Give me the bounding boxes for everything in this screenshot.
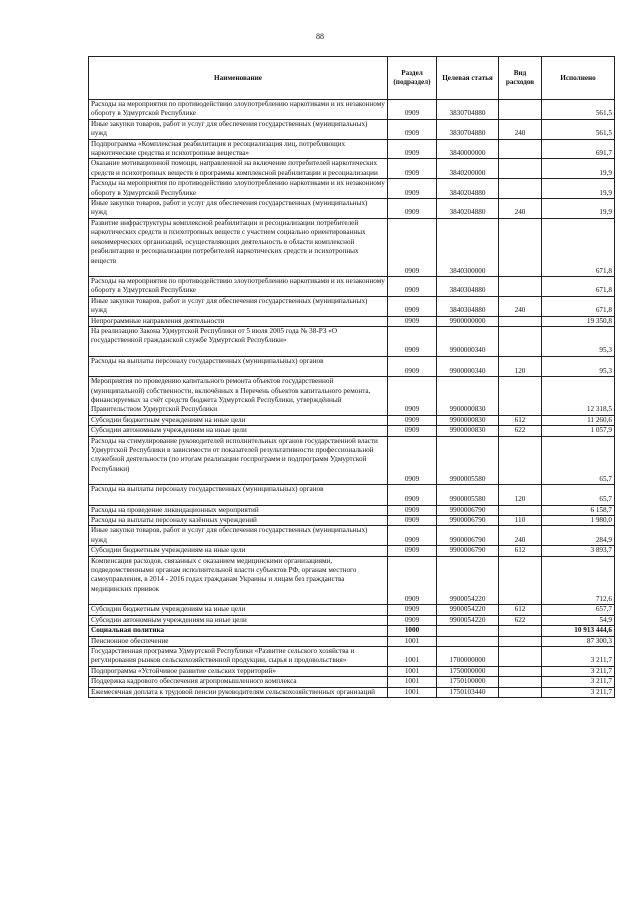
cell-name: Субсидии бюджетным учреждениям на иные цели	[89, 605, 388, 615]
table-row	[89, 436, 615, 485]
cell-name: Иные закупки товаров, работ и услуг для обеспечения государственных (муниципальных) нужд	[89, 296, 388, 316]
cell-type: 120	[499, 485, 542, 505]
cell-target: 1750100000	[437, 677, 499, 687]
cell-type	[499, 316, 542, 326]
cell-section: 0909	[388, 276, 437, 296]
cell-type: 110	[499, 516, 542, 526]
cell-target: 9900006790	[437, 516, 499, 526]
cell-target: 1700000000	[437, 646, 499, 666]
cell-name: Иные закупки товаров, работ и услуг для обеспечения государственных (муниципальных) нужд	[89, 526, 388, 546]
cell-section: 0909	[388, 546, 437, 556]
cell-name: Расходы на выплаты персоналу государственных (муниципальных) органов	[89, 356, 388, 376]
cell-executed: 1 980,0	[542, 516, 615, 526]
cell-section: 0909	[388, 139, 437, 159]
table-row	[89, 546, 615, 556]
cell-section: 0909	[388, 316, 437, 326]
table-row	[89, 426, 615, 436]
cell-type	[499, 139, 542, 159]
cell-target: 9900000000	[437, 316, 499, 326]
cell-executed: 3 211,7	[542, 687, 615, 697]
table-row	[89, 199, 615, 219]
table-row	[89, 485, 615, 505]
cell-target: 9900005580	[437, 485, 499, 505]
cell-section: 0909	[388, 179, 437, 199]
cell-target: 9900006790	[437, 505, 499, 515]
cell-section: 1001	[388, 666, 437, 676]
cell-type	[499, 326, 542, 356]
table-row	[89, 276, 615, 296]
cell-executed: 671,8	[542, 296, 615, 316]
table-row	[89, 415, 615, 425]
table-row	[89, 139, 615, 159]
cell-name: Расходы на мероприятия по противодействию злоупотреблению наркотиками и их незаконному обороту в Удмуртской Республике	[89, 276, 388, 296]
cell-executed: 1 057,9	[542, 426, 615, 436]
cell-executed: 561,5	[542, 119, 615, 139]
cell-type	[499, 505, 542, 515]
cell-target	[437, 626, 499, 636]
cell-target: 9900054220	[437, 615, 499, 625]
cell-target: 3840304880	[437, 276, 499, 296]
cell-target: 9900000830	[437, 415, 499, 425]
cell-executed: 671,8	[542, 276, 615, 296]
table-row	[89, 626, 615, 636]
cell-executed: 19 350,8	[542, 316, 615, 326]
cell-name: Иные закупки товаров, работ и услуг для обеспечения государственных (муниципальных) нужд	[89, 119, 388, 139]
cell-name: Субсидии автономным учреждениям на иные цели	[89, 615, 388, 625]
cell-executed: 284,9	[542, 526, 615, 546]
cell-executed: 65,7	[542, 436, 615, 485]
cell-name: Субсидии бюджетным учреждениям на иные цели	[89, 546, 388, 556]
cell-type	[499, 377, 542, 416]
cell-type: 240	[499, 526, 542, 546]
header-name: Наименование	[89, 57, 388, 100]
cell-type	[499, 636, 542, 646]
cell-type	[499, 556, 542, 605]
cell-type	[499, 677, 542, 687]
cell-target: 3830704880	[437, 119, 499, 139]
cell-name: Ежемесячная доплата к трудовой пенсии руководителям сельскохозяйственных организаций	[89, 687, 388, 697]
cell-target: 3840204880	[437, 179, 499, 199]
cell-executed: 6 158,7	[542, 505, 615, 515]
cell-name: Расходы на выплаты персоналу государственных (муниципальных) органов	[89, 485, 388, 505]
cell-section: 0909	[388, 426, 437, 436]
cell-type: 240	[499, 296, 542, 316]
cell-section: 0909	[388, 415, 437, 425]
cell-name: Подпрограмма «Устойчивое развитие сельских территорий»	[89, 666, 388, 676]
cell-target	[437, 636, 499, 646]
cell-section: 0909	[388, 199, 437, 219]
cell-type: 622	[499, 426, 542, 436]
cell-name: Мероприятия по проведению капитального ремонта объектов государственной (муниципальной) собственности, включённых в Перечень объектов капитального ремонта, финансируемых за счёт средств бюджета Удмуртской Республики, утверждённый Правительством Удмуртской Республики	[89, 377, 388, 416]
cell-section: 1001	[388, 687, 437, 697]
table-row	[89, 100, 615, 120]
cell-executed: 87 300,3	[542, 636, 615, 646]
cell-target: 9900005580	[437, 436, 499, 485]
cell-section: 0909	[388, 556, 437, 605]
cell-target: 9900000830	[437, 426, 499, 436]
cell-executed: 54,9	[542, 615, 615, 625]
table-row	[89, 666, 615, 676]
cell-executed: 95,3	[542, 356, 615, 376]
cell-type	[499, 179, 542, 199]
cell-type: 612	[499, 546, 542, 556]
cell-type	[499, 666, 542, 676]
cell-target: 9900000830	[437, 377, 499, 416]
table-row	[89, 316, 615, 326]
table-row	[89, 516, 615, 526]
cell-section: 0909	[388, 296, 437, 316]
cell-executed: 12 318,5	[542, 377, 615, 416]
cell-section: 1001	[388, 646, 437, 666]
cell-section: 0909	[388, 605, 437, 615]
cell-executed: 691,7	[542, 139, 615, 159]
cell-name: Государственная программа Удмуртской Республики «Развитие сельского хозяйства и регулирования рынков сельскохозяйственной продукции, сырья и продовольствия»	[89, 646, 388, 666]
table-row	[89, 526, 615, 546]
table-row	[89, 605, 615, 615]
cell-target: 1750000000	[437, 666, 499, 676]
cell-executed: 671,8	[542, 218, 615, 276]
cell-name: Оказание мотивационной помощи, направленной на включение потребителей наркотических средств и психотропных веществ в программы комплексной реабилитации и ресоциализации	[89, 159, 388, 179]
cell-name: Поддержка кадрового обеспечения агропромышленного комплекса	[89, 677, 388, 687]
cell-section: 0909	[388, 485, 437, 505]
table-row	[89, 159, 615, 179]
cell-target: 1750103440	[437, 687, 499, 697]
table-row	[89, 556, 615, 605]
cell-type	[499, 436, 542, 485]
cell-executed: 3 211,7	[542, 677, 615, 687]
cell-type	[499, 218, 542, 276]
cell-executed: 3 211,7	[542, 646, 615, 666]
cell-type: 622	[499, 615, 542, 625]
cell-target: 9900000340	[437, 356, 499, 376]
cell-type	[499, 276, 542, 296]
cell-section: 1000	[388, 626, 437, 636]
cell-section: 0909	[388, 377, 437, 416]
table-row	[89, 218, 615, 276]
cell-type	[499, 100, 542, 120]
table-row	[89, 636, 615, 646]
cell-executed: 65,7	[542, 485, 615, 505]
cell-type: 120	[499, 356, 542, 376]
table-row	[89, 119, 615, 139]
cell-name: Расходы на мероприятия по противодействию злоупотреблению наркотиками и их незаконному обороту в Удмуртской Республике	[89, 100, 388, 120]
table-row	[89, 687, 615, 697]
cell-executed: 11 260,6	[542, 415, 615, 425]
cell-name: Непрограммные направления деятельности	[89, 316, 388, 326]
cell-section: 0909	[388, 516, 437, 526]
cell-executed: 19,9	[542, 159, 615, 179]
cell-name: Компенсация расходов, связанных с оказанием медицинскими организациями, подведомственными органам исполнительной власти субъектов РФ, органам местного самоуправления, в 2014 - 2016 годах гражданам Украины и лицам без гражданства медицинских приивок	[89, 556, 388, 605]
cell-name: На реализацию Закона Удмуртской Республики от 5 июля 2005 года № 38-РЗ «О государственной гражданской службе Удмуртской Республики»	[89, 326, 388, 356]
cell-target: 3840204880	[437, 199, 499, 219]
cell-name: Иные закупки товаров, работ и услуг для обеспечения государственных (муниципальных) нужд	[89, 199, 388, 219]
table-row	[89, 179, 615, 199]
cell-executed: 19,9	[542, 179, 615, 199]
cell-executed: 712,6	[542, 556, 615, 605]
cell-type: 612	[499, 605, 542, 615]
cell-executed: 3 211,7	[542, 666, 615, 676]
cell-name: Подпрограмма «Комплексная реабилитация и ресоциализация лиц, потребляющих наркотические средства и психотропные вещества»	[89, 139, 388, 159]
cell-type: 612	[499, 415, 542, 425]
cell-target: 3840200000	[437, 159, 499, 179]
table-row	[89, 615, 615, 625]
cell-name: Субсидии бюджетным учреждениям на иные цели	[89, 415, 388, 425]
cell-type	[499, 159, 542, 179]
cell-executed: 19,9	[542, 199, 615, 219]
cell-target: 9900054220	[437, 556, 499, 605]
cell-name: Развитие инфраструктуры комплексной реабилитации и ресоциализации потребителей наркотических средств и психотропных веществ с участием социально ориентированных некоммерческих организаций, осуществляющих деятельность в области комплексной реабилитации и ресоциализации потребителей наркотических средств и психотропных веществ	[89, 218, 388, 276]
cell-target: 9900006790	[437, 546, 499, 556]
cell-name: Пенсионное обеспечение	[89, 636, 388, 646]
cell-type	[499, 626, 542, 636]
cell-section: 0909	[388, 326, 437, 356]
cell-type: 240	[499, 199, 542, 219]
table-row	[89, 296, 615, 316]
cell-executed: 3 893,7	[542, 546, 615, 556]
cell-executed: 657,7	[542, 605, 615, 615]
cell-section: 1001	[388, 636, 437, 646]
budget-table	[88, 56, 615, 698]
table-row	[89, 326, 615, 356]
cell-section: 0909	[388, 356, 437, 376]
cell-section: 1001	[388, 677, 437, 687]
cell-target: 3840304880	[437, 296, 499, 316]
table-row	[89, 646, 615, 666]
table-body	[89, 100, 615, 698]
header-target: Целевая статья	[437, 57, 499, 100]
cell-target: 9900054220	[437, 605, 499, 615]
page-number: 88	[316, 32, 324, 41]
cell-name: Социальная политика	[89, 626, 388, 636]
cell-type: 240	[499, 119, 542, 139]
cell-section: 0909	[388, 119, 437, 139]
cell-executed: 10 913 444,6	[542, 626, 615, 636]
cell-section: 0909	[388, 505, 437, 515]
cell-name: Расходы на проведение ликвидационных мероприятий	[89, 505, 388, 515]
table-row	[89, 505, 615, 515]
cell-section: 0909	[388, 159, 437, 179]
cell-section: 0909	[388, 100, 437, 120]
header-section: Раздел (подраздел)	[388, 57, 437, 100]
header-type: Вид расходов	[499, 57, 542, 100]
table-row	[89, 356, 615, 376]
cell-executed: 561,5	[542, 100, 615, 120]
cell-executed: 95,3	[542, 326, 615, 356]
cell-target: 3830704880	[437, 100, 499, 120]
cell-section: 0909	[388, 218, 437, 276]
cell-name: Расходы на выплаты персоналу казённых учреждений	[89, 516, 388, 526]
cell-target: 9900006790	[437, 526, 499, 546]
table-row	[89, 677, 615, 687]
cell-target: 3840000000	[437, 139, 499, 159]
cell-type	[499, 646, 542, 666]
cell-name: Расходы на стимулирование руководителей исполнительных органов государственной власти Удмуртской Республики в зависимости от показателей результативности профессиональной служебной деятельности (по итогам реализации госпрограмм и подпрограмм Удмуртской Республики)	[89, 436, 388, 485]
table-row	[89, 377, 615, 416]
cell-target: 3840300000	[437, 218, 499, 276]
header-executed: Исполнено	[542, 57, 615, 100]
cell-name: Расходы на мероприятия по противодействию злоупотреблению наркотиками и их незаконному обороту в Удмуртской Республике	[89, 179, 388, 199]
table-header-row	[89, 57, 615, 100]
cell-name: Субсидии автономным учреждениям на иные цели	[89, 426, 388, 436]
cell-section: 0909	[388, 615, 437, 625]
cell-target: 9900000340	[437, 326, 499, 356]
cell-section: 0909	[388, 436, 437, 485]
cell-type	[499, 687, 542, 697]
cell-section: 0909	[388, 526, 437, 546]
